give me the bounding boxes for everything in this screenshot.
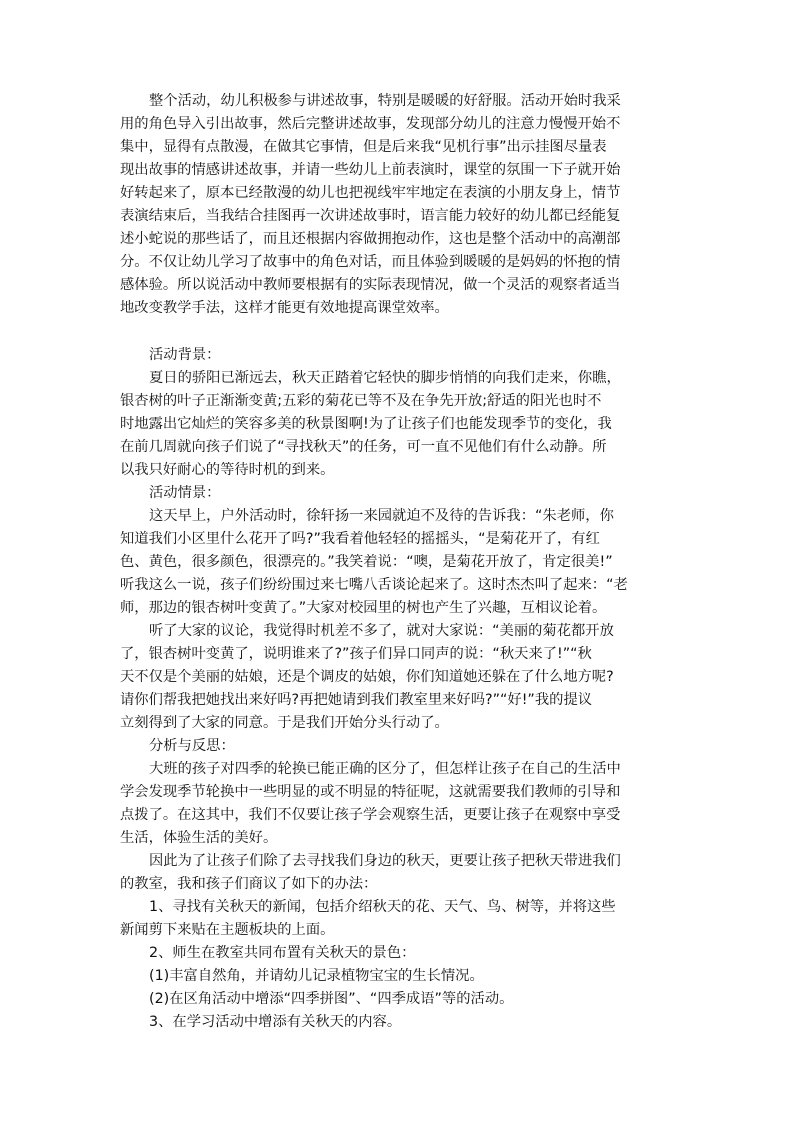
text-line: 知道我们小区里什么花开了吗?”我看着他轻轻的摇摇头，“是菊花开了，有红 [120, 531, 600, 547]
text-line: 以我只好耐心的等待时机的到来。 [120, 462, 335, 478]
list-item-2b: (2)在区角活动中增添“四季拼图”、“四季成语”等的活动。 [149, 991, 514, 1007]
text-line: 点拨了。在这其中，我们不仅要让孩子学会观察生活，更要让孩子在观察中享受 [120, 807, 621, 823]
paragraph-activity-summary [120, 90, 680, 320]
text-line: 分。不仅让幼儿学习了故事中的角色对话，而且体验到暖暖的是妈妈的怀抱的情 [120, 254, 621, 270]
text-line: 的教室，我和孩子们商议了如下的办法： [120, 876, 378, 892]
text-line: 听了大家的议论，我觉得时机差不多了，就对大家说：“美丽的菊花都开放 [149, 623, 614, 639]
text-line: 因此为了让孩子们除了去寻找我们身边的秋天，更要让孩子把秋天带进我们 [149, 853, 621, 869]
paragraph-gap [120, 320, 680, 344]
text-line: 了，银杏树叶变黄了，说明谁来了?”孩子们异口同声的说：“秋天来了!”“秋 [120, 646, 592, 662]
list-item-1 [120, 896, 680, 942]
heading-activity-scene: 活动情景： [149, 485, 221, 501]
text-line: 学会发现季节轮换中一些明显的或不明显的特征呢，这就需要我们教师的引导和 [120, 784, 621, 800]
text-line: 新闻剪下来贴在主题板块的上面。 [120, 922, 335, 938]
text-line: 现出故事的情感讲述故事，并请一些幼儿上前表演时，课堂的氛围一下子就开始 [120, 162, 621, 178]
list-item-2: 2、师生在教室共同布置有关秋天的景色： [149, 945, 416, 961]
paragraph-discussion [120, 620, 680, 735]
text-line: 师，那边的银杏树叶变黄了。”大家对校园里的树也产生了兴趣，互相议论着。 [120, 600, 607, 616]
text-line: 银杏树的叶子正渐渐变黄;五彩的菊花已等不及在争先开放;舒适的阳光也时不 [120, 393, 602, 409]
heading-analysis-reflection: 分析与反思： [149, 738, 235, 754]
text-line: 请你们帮我把她找出来好吗?再把她请到我们教室里来好吗?”“好!”我的提议 [120, 692, 593, 708]
list-item-2a: (1)丰富自然角，并请幼儿记录植物宝宝的生长情况。 [149, 968, 484, 984]
text-line: 听我这么一说，孩子们纷纷围过来七嘴八舌谈论起来了。这时杰杰叫了起来：“老 [120, 577, 628, 593]
document-page [120, 90, 680, 1034]
text-line: 用的角色导入引出故事，然后完整讲述故事，发现部分幼儿的注意力慢慢开始不 [120, 116, 621, 132]
paragraph-scene [120, 505, 680, 620]
text-line: 述小蛇说的那些话了，而且还根据内容做拥抱动作，这也是整个活动中的高潮部 [120, 231, 621, 247]
text-line: 时地露出它灿烂的笑容多美的秋景图啊!为了让孩子们也能发现季节的变化，我 [120, 416, 612, 432]
text-line: 大班的孩子对四季的轮换已能正确的区分了，但怎样让孩子在自己的生活中 [149, 761, 621, 777]
text-line: 天不仅是个美丽的姑娘，还是个调皮的姑娘，你们知道她还躲在了什么地方呢? [120, 669, 614, 685]
paragraph-methods-intro [120, 850, 680, 896]
text-line: 整个活动，幼儿积极参与讲述故事，特别是暖暖的好舒服。活动开始时我采 [149, 93, 621, 109]
paragraph-analysis [120, 758, 680, 850]
text-line: 色、黄色，很多颜色，很漂亮的。”我笑着说：“噢，是菊花开放了，肯定很美!” [120, 554, 613, 570]
text-line: 立刻得到了大家的同意。于是我们开始分头行动了。 [120, 715, 449, 731]
text-line: 1、寻找有关秋天的新闻，包括介绍秋天的花、天气、鸟、树等，并将这些 [149, 899, 616, 915]
text-line: 地改变教学手法，这样才能更有效地提高课堂效率。 [120, 300, 449, 316]
text-line: 在前几周就向孩子们说了“寻找秋天”的任务，可一直不见他们有什么动静。所 [120, 439, 607, 455]
heading-activity-background: 活动背景： [149, 347, 221, 363]
list-item-3: 3、在学习活动中增添有关秋天的内容。 [149, 1014, 402, 1030]
text-line: 感体验。所以说活动中教师要根据有的实际表现情况，做一个灵活的观察者适当 [120, 277, 621, 293]
text-line: 表演结束后，当我结合挂图再一次讲述故事时，语言能力较好的幼儿都已经能复 [120, 208, 621, 224]
text-line: 好转起来了，原本已经散漫的幼儿也把视线牢牢地定在表演的小朋友身上，情节 [120, 185, 621, 201]
text-line: 集中，显得有点散漫，在做其它事情，但是后来我“见机行事”出示挂图尽量表 [120, 139, 607, 155]
text-line: 生活，体验生活的美好。 [120, 830, 278, 846]
text-line: 夏日的骄阳已渐远去，秋天正踏着它轻快的脚步悄悄的向我们走来，你瞧， [149, 370, 621, 386]
paragraph-background [120, 367, 680, 482]
text-line: 这天早上，户外活动时，徐轩扬一来园就迫不及待的告诉我：“朱老师，你 [149, 508, 614, 524]
